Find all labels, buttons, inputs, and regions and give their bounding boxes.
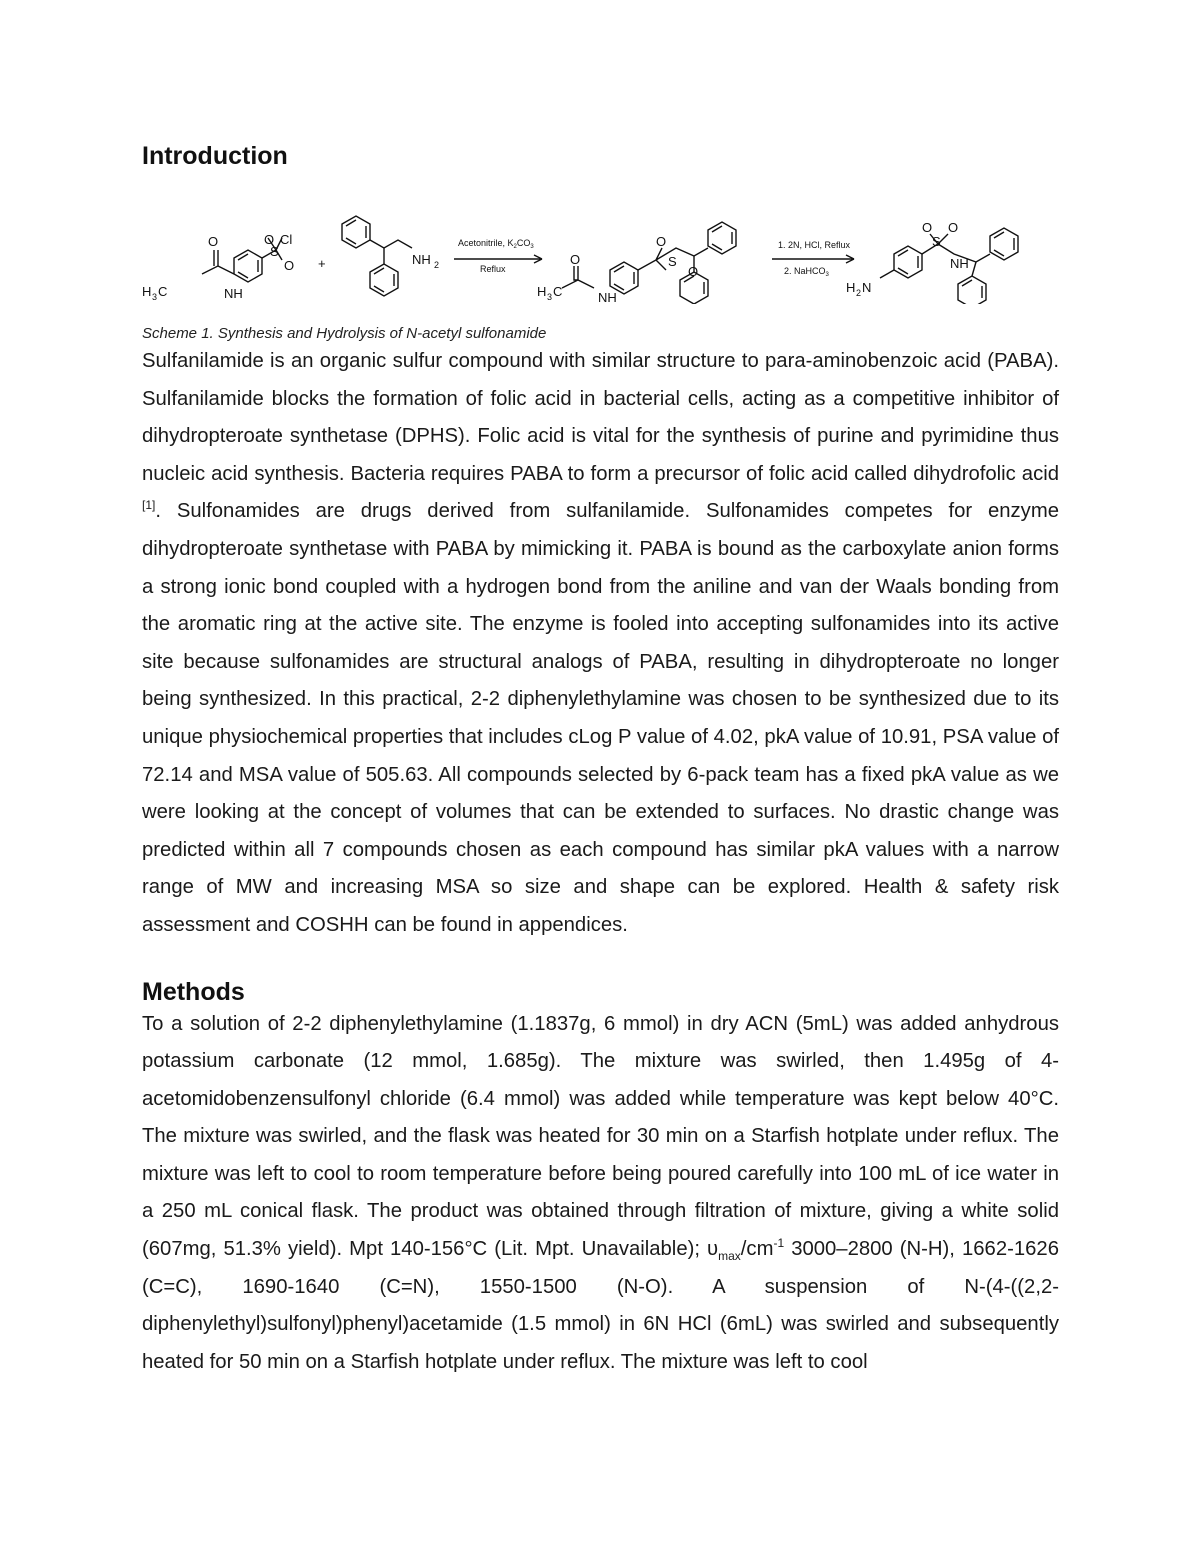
- svg-text:O: O: [688, 264, 699, 279]
- svg-text:H: H: [537, 284, 547, 299]
- svg-text:NH: NH: [950, 256, 969, 271]
- h3c-label-1: H: [142, 284, 152, 299]
- compound-4-structure: [880, 228, 1018, 304]
- citation-ref: [1]: [142, 498, 156, 513]
- svg-text:S: S: [668, 254, 677, 269]
- compound-3-structure: [562, 222, 736, 304]
- svg-text:3: 3: [152, 292, 158, 302]
- svg-text:2: 2: [434, 260, 440, 270]
- svg-text:H: H: [846, 280, 856, 295]
- svg-text:Cl: Cl: [280, 232, 293, 247]
- svg-text:S: S: [932, 234, 941, 249]
- svg-text:NH: NH: [598, 290, 617, 304]
- reagents-1-top: Acetonitrile, $K_2CO_3$: [458, 238, 534, 250]
- svg-text:O: O: [284, 258, 295, 273]
- svg-text:2: 2: [856, 288, 862, 298]
- introduction-paragraph: Sulfanilamide is an organic sulfur compound with similar structure to para-aminobenzoic acid (PABA). Sulfanilamide blocks the formation of folic acid in bacterial cells, acting as a competitive inhibitor of dihydropteroate synthetase (DPHS). Folic acid is vital for the synthesis of purine and pyrimidine thus nucleic acid synthesis. Bacteria requires PABA to form a precursor of folic acid called dihydrofolic acid [1]. Sulfonamides are drugs derived from sulfanilamide. Sulfonamides competes for enzyme dihydropteroate synthetase with PABA by mimicking it. PABA is bound as the carboxylate anion forms a strong ionic bond coupled with a hydrogen bond from the aniline and van der Waals bonding from the aromatic ring at the active site. The enzyme is fooled into accepting sulfonamides into its active site because sulfonamides are structural analogs of PABA, resulting in dihydropteroate no longer being synthesized. In this practical, 2-2 diphenylethylamine was chosen to be synthesized due to its unique physiochemical properties that includes cLog P value of 4.02, pkA value of 10.91, PSA value of 72.14 and MSA value of 505.63. All compounds selected by 6-pack team has a fixed pkA value as we were looking at the concept of volumes that can be extended to surfaces. No drastic change was predicted within all 7 compounds chosen as each compound has similar pkA values with a narrow range of MW and increasing MSA so size and shape can be explored. Health & safety risk assessment and COSHH can be found in appendices.: [142, 350, 1059, 936]
- plus-sign: +: [318, 256, 326, 271]
- document-page: [142, 140, 1059, 1381]
- nh-label-1: NH: [224, 286, 243, 301]
- svg-text:N: N: [862, 280, 872, 295]
- svg-text:O: O: [656, 234, 667, 249]
- scheme-caption: Scheme 1. Synthesis and Hydrolysis of N-acetyl sulfonamide: [142, 325, 547, 342]
- reagents-2-top: 1. 2N, HCl, Reflux: [778, 240, 851, 250]
- methods-heading: Methods: [142, 977, 245, 1006]
- reagents-2-bottom: 2. NaHCO$_3$: [784, 266, 829, 278]
- reaction-scheme: [142, 174, 1059, 304]
- nh2-label: NH: [412, 252, 431, 267]
- svg-text:S: S: [270, 244, 279, 259]
- svg-text:C: C: [158, 284, 168, 299]
- compound-2-structure: [342, 216, 412, 296]
- o-label-1: O: [208, 234, 219, 249]
- o-label-2: O: [264, 232, 275, 247]
- svg-text:3: 3: [547, 292, 553, 302]
- svg-text:O: O: [948, 220, 959, 235]
- svg-text:O: O: [570, 252, 581, 267]
- methods-paragraph: To a solution of 2-2 diphenylethylamine (1.1837g, 6 mmol) in dry ACN (5mL) was added anhydrous potassium carbonate (12 mmol, 1.685g). The mixture was swirled, then 1.495g of 4-acetomidobenzensulfonyl chloride (6.4 mmol) was added while temperature was kept below 40°C. The mixture was swirled, and the flask was heated for 30 min on a Starfish hotplate under reflux. The mixture was left to cool to room temperature before being poured carefully into 100 mL of ice water in a 250 mL conical flask. The product was obtained through filtration of mixture, giving a white solid (607mg, 51.3% yield). Mpt 140-156°C (Lit. Mpt. Unavailable); $\upsilon_{max}/cm^{-1}$ 3000–2800 (N-H), 1662-1626 (C=C), 1690-1640 (C=N), 1550-1500 (N-O). A suspension of N-(4-((2,2-diphenylethyl)sulfonyl)phenyl)acetamide (1.5 mmol) in 6N HCl (6mL) was swirled and subsequently heated for 50 min on a Starfish hotplate under reflux. The mixture was left to cool: [142, 1012, 1059, 1373]
- introduction-heading: Introduction: [142, 142, 288, 170]
- svg-text:O: O: [922, 220, 933, 235]
- svg-text:C: C: [553, 284, 563, 299]
- reagents-1-bottom: Reflux: [480, 264, 506, 274]
